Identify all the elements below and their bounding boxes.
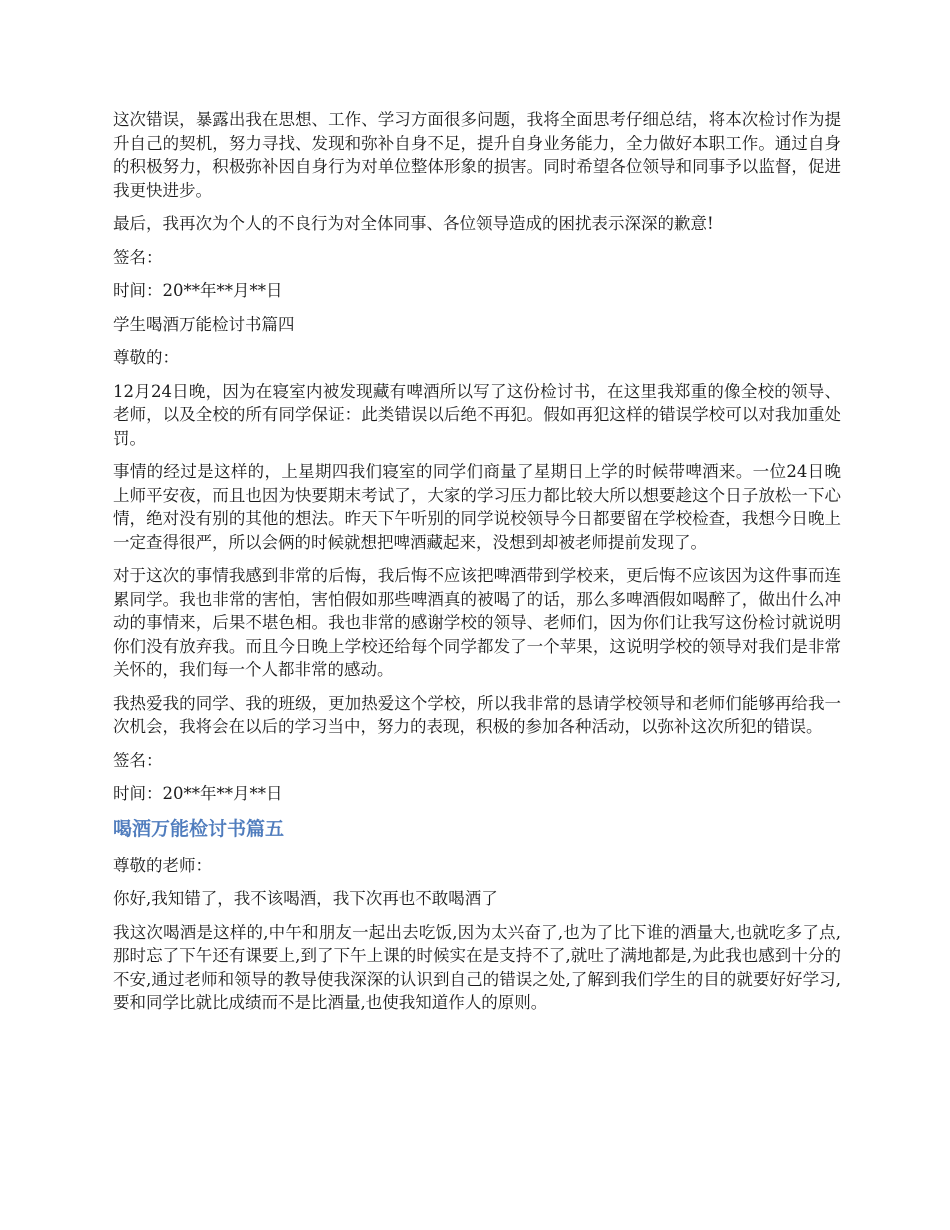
date-line: 时间：20**年**月**日 [113,784,283,803]
paragraph-incident: 12月24日晚，因为在寝室内被发现藏有啤酒所以写了这份检讨书，在这里我郑重的像全校的领导、老师，以及全校的所有同学保证：此类错误以后绝不再犯。假如再犯这样的错误学校可以对我加重处罚。 [113,381,841,448]
section-title-part-four: 学生喝酒万能检讨书篇四 [113,314,295,334]
paragraph-apology: 最后，我再次为个人的不良行为对全体同事、各位领导造成的困扰表示深深的歉意! [113,214,714,233]
paragraph-story: 事情的经过是这样的，上星期四我们寝室的同学们商量了星期日上学的时候带啤酒来。一位24日晚上师平安夜，而且也因为快要期末考试了，大家的学习压力都比较大所以想要趁这个日子放松一下心情，绝对没有别的其他的想法。昨天下午听别的同学说校领导今日都要留在学校检查，我想今日晚上一定查得很严，所以会俩的时候就想把啤酒藏起来，没想到却被老师提前发现了。 [113,462,841,552]
signature-line: 签名： [113,247,163,267]
date-line: 时间：20**年**月**日 [113,281,283,300]
signature-line: 签名： [113,750,163,770]
paragraph-plea: 我热爱我的同学、我的班级，更加热爱这个学校，所以我非常的恳请学校领导和老师们能够再给我一次机会，我将会在以后的学习当中，努力的表现，积极的参加各种活动，以弥补这次所犯的错误。 [113,693,841,736]
paragraph-self-reflection: 这次错误，暴露出我在思想、工作、学习方面很多问题，我将全面思考仔细总结，将本次检讨作为提升自己的契机，努力寻找、发现和弥补自身不足，提升自身业务能力，全力做好本职工作。通过自身的积极努力，积极弥补因自身行为对单位整体形象的损害。同时希望各位领导和同事予以监督，促进我更快进步。 [113,110,841,200]
salutation-teacher: 尊敬的老师： [113,855,212,875]
document-page [113,108,841,1025]
section-heading-part-five: 喝酒万能检讨书篇五 [113,817,285,840]
salutation: 尊敬的： [113,348,179,367]
paragraph-explanation: 我这次喝酒是这样的,中午和朋友一起出去吃饭,因为太兴奋了,也为了比下谁的酒量大,也就吃多了点,那时忘了下午还有课要上,到了下午上课的时候实在是支持不了,就吐了满地都是,为此我也感到十分的不安,通过老师和领导的教导使我深深的认识到自己的错误之处,了解到我们学生的目的就要好好学习,要和同学比就比成绩而不是比酒量,也使我知道作人的原则。 [113,922,841,1012]
paragraph-admission: 你好,我知错了，我不该喝酒，我下次再也不敢喝酒了 [113,889,498,908]
paragraph-regret: 对于这次的事情我感到非常的后悔，我后悔不应该把啤酒带到学校来，更后悔不应该因为这件事而连累同学。我也非常的害怕，害怕假如那些啤酒真的被喝了的话，那么多啤酒假如喝醉了，做出什么冲动的事情来，后果不堪色相。我也非常的感谢学校的领导、老师们，因为你们让我写这份检讨就说明你们没有放弃我。而且今日晚上学校还给每个同学都发了一个苹果，这说明学校的领导对我们是非常关怀的，我们每一个人都非常的感动。 [113,566,841,679]
